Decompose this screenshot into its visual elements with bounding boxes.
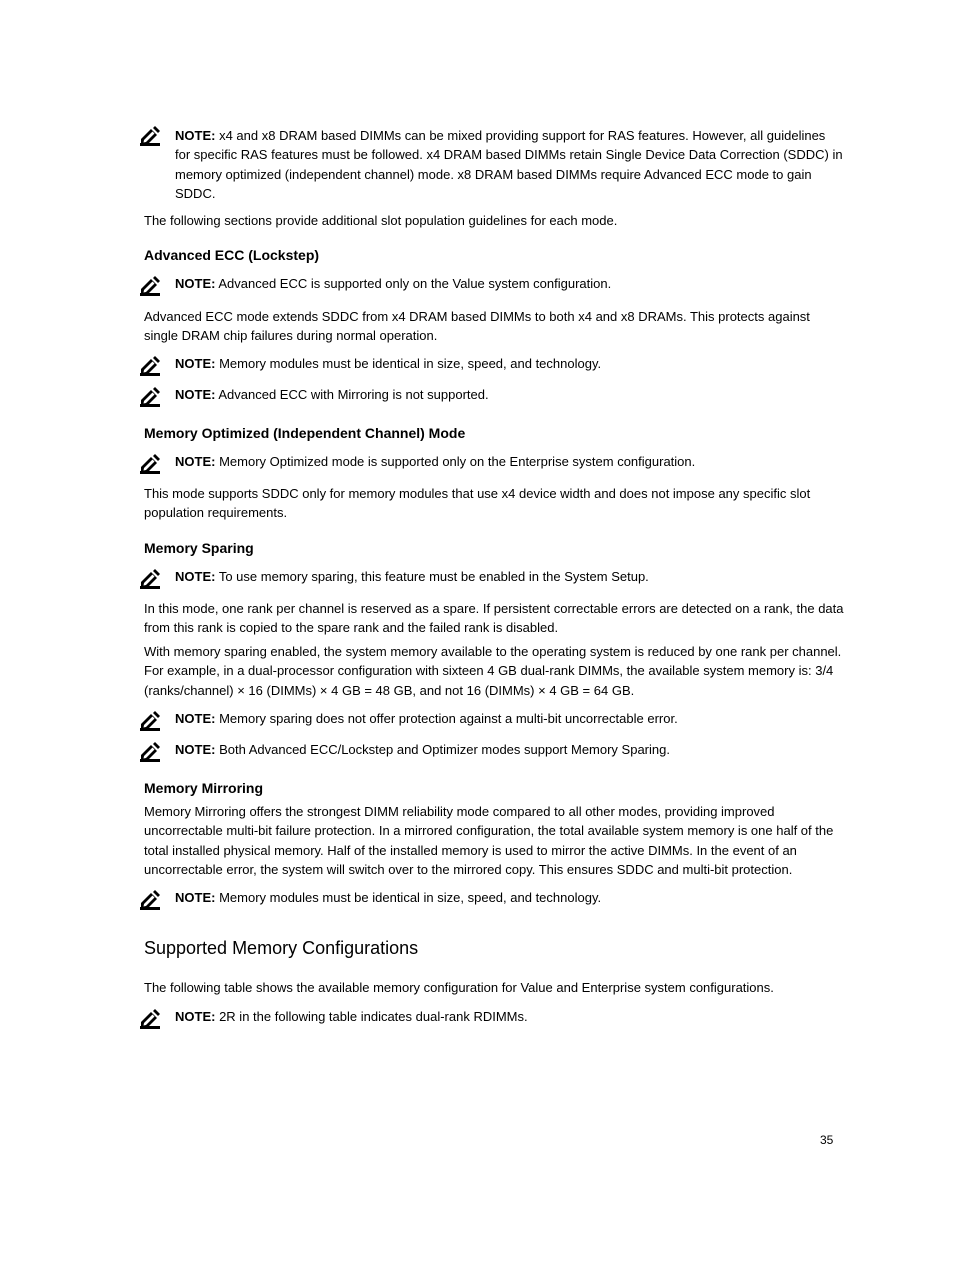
note-label: NOTE: bbox=[175, 454, 216, 469]
pencil-note-icon bbox=[140, 1009, 160, 1029]
section-heading: Memory Optimized (Independent Channel) Mode bbox=[144, 425, 466, 441]
pencil-note-icon bbox=[140, 569, 160, 589]
paragraph: The following sections provide additional slot population guidelines for each mode. bbox=[144, 213, 618, 228]
paragraph: Memory Mirroring offers the strongest DIMM reliability mode compared to all other modes, providing improved uncorrectable multi-bit failure protection. In a mirrored configuration, the total available system memory is one half of the total installed physical memory. Half of the installed memory is used to mirror the active DIMMs. In the event of an uncorrectable error, the system will switch over to the mirrored copy. This ensures SDDC and multi-bit protection. bbox=[144, 804, 834, 877]
note-label: NOTE: bbox=[175, 128, 216, 143]
note-text: Advanced ECC is supported only on the Value system configuration. bbox=[218, 276, 612, 291]
note-label: NOTE: bbox=[175, 711, 216, 726]
pencil-note-icon bbox=[140, 711, 160, 731]
paragraph: The following table shows the available memory configuration for Value and Enterprise system configurations. bbox=[144, 980, 774, 995]
note-text: To use memory sparing, this feature must be enabled in the System Setup. bbox=[218, 569, 649, 584]
note-text: Memory modules must be identical in size, speed, and technology. bbox=[219, 356, 602, 371]
paragraph: In this mode, one rank per channel is reserved as a spare. If persistent correctable errors are detected on a rank, the data from this rank is copied to the spare rank and the failed rank is disabled. bbox=[144, 601, 844, 636]
note-label: NOTE: bbox=[175, 890, 216, 905]
pencil-note-icon bbox=[140, 890, 160, 910]
note-text: Memory Optimized mode is supported only on the Enterprise system configuration. bbox=[219, 454, 696, 469]
pencil-note-icon bbox=[140, 454, 160, 474]
pencil-note-icon bbox=[140, 356, 160, 376]
page-number: 35 bbox=[820, 1133, 834, 1147]
note-text: Memory modules must be identical in size, speed, and technology. bbox=[219, 890, 602, 905]
pencil-note-icon bbox=[140, 742, 160, 762]
note-text: Advanced ECC with Mirroring is not supported. bbox=[218, 387, 489, 402]
note-text: x4 and x8 DRAM based DIMMs can be mixed providing support for RAS features. However, all guidelines for specific RAS features must be followed. x4 DRAM based DIMMs retain Single Device Data Correction (SDDC) in memory optimized (independent channel) mode. x8 DRAM based DIMMs require Advanced ECC mode to gain SDDC. bbox=[175, 128, 843, 201]
note-text: Memory sparing does not offer protection against a multi-bit uncorrectable error. bbox=[219, 711, 678, 726]
note-label: NOTE: bbox=[175, 742, 216, 757]
pencil-note-icon bbox=[140, 126, 160, 146]
note-label: NOTE: bbox=[175, 569, 216, 584]
pencil-note-icon bbox=[140, 276, 160, 296]
paragraph: Advanced ECC mode extends SDDC from x4 DRAM based DIMMs to both x4 and x8 DRAMs. This protects against single DRAM chip failures during normal operation. bbox=[144, 309, 810, 344]
note-label: NOTE: bbox=[175, 356, 216, 371]
note-label: NOTE: bbox=[175, 1009, 216, 1024]
paragraph: With memory sparing enabled, the system memory available to the operating system is reduced by one rank per channel. For example, in a dual-processor configuration with sixteen 4 GB dual-rank DIMMs, the available system memory is: 3/4 (ranks/channel) × 16 (DIMMs) × 4 GB = 48 GB, and not 16 (DIMMs) × 4 GB = 64 GB. bbox=[144, 644, 842, 698]
section-heading: Memory Mirroring bbox=[144, 780, 264, 796]
section-heading: Advanced ECC (Lockstep) bbox=[144, 247, 320, 263]
note-label: NOTE: bbox=[175, 387, 216, 402]
note-label: NOTE: bbox=[175, 276, 216, 291]
pencil-note-icon bbox=[140, 387, 160, 407]
section-title: Supported Memory Configurations bbox=[144, 938, 419, 958]
note-text: Both Advanced ECC/Lockstep and Optimizer modes support Memory Sparing. bbox=[219, 742, 670, 757]
paragraph: This mode supports SDDC only for memory modules that use x4 device width and does not impose any specific slot population requirements. bbox=[144, 486, 811, 521]
section-heading: Memory Sparing bbox=[144, 540, 254, 556]
note-text: 2R in the following table indicates dual-rank RDIMMs. bbox=[219, 1009, 528, 1024]
